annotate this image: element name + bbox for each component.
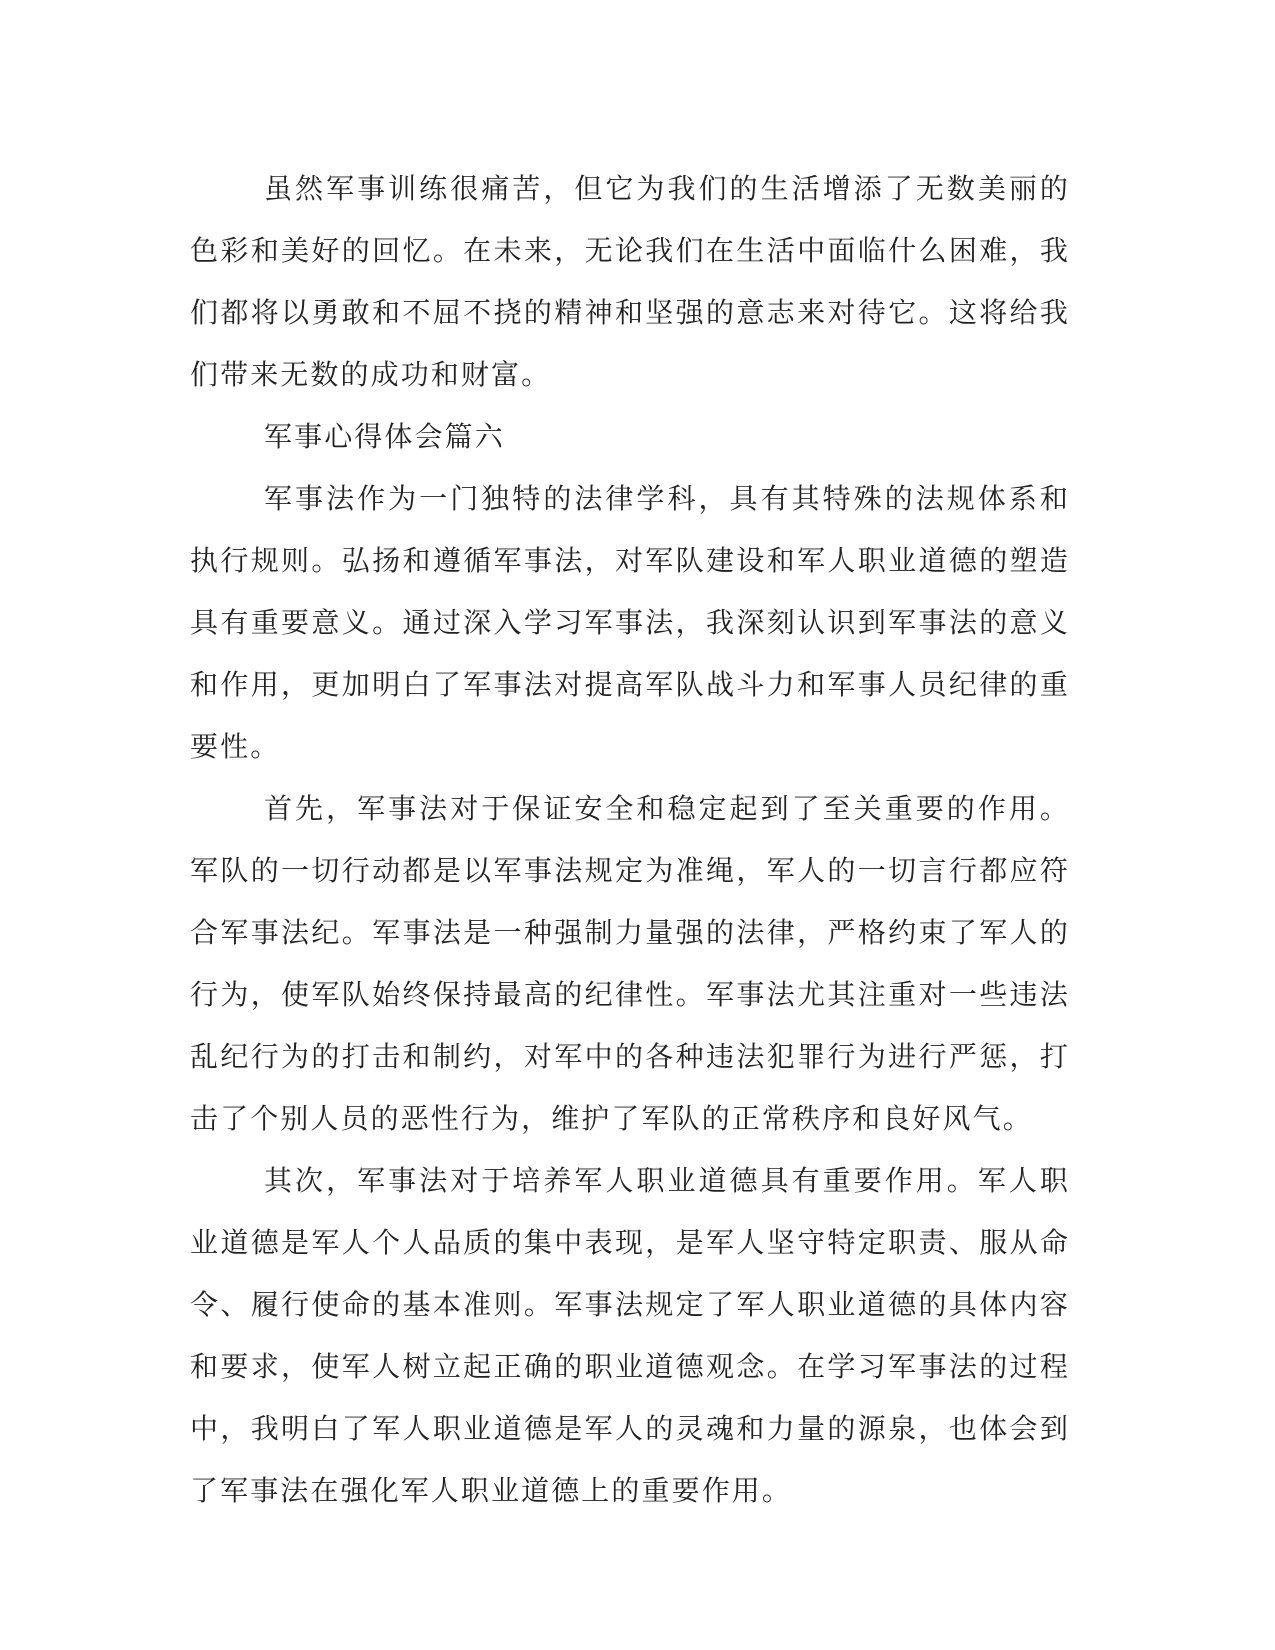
paragraph-intro: 军事法作为一门独特的法律学科，具有其特殊的法规体系和执行规则。弘扬和遵循军事法，对军队建设和军人职业道德的塑造具有重要意义。通过深入学习军事法，我深刻认识到军事法的意义和作用，更加明白了军事法对提高军队战斗力和军事人员纪律的重要性。 [190,482,1070,763]
section-heading: 军事心得体会篇六 [264,420,505,453]
paragraph-conclusion: 虽然军事训练很痛苦，但它为我们的生活增添了无数美丽的色彩和美好的回忆。在未来，无论我们在生活中面临什么困难，我们都将以勇敢和不屈不挠的精神和坚强的意志来对待它。这将给我们带来无数的成功和财富。 [190,172,1070,391]
paragraph-second-point: 其次，军事法对于培养军人职业道德具有重要作用。军人职业道德是军人个人品质的集中表现，是军人坚守特定职责、服从命令、履行使命的基本准则。军事法规定了军人职业道德的具体内容和要求，使军人树立起正确的职业道德观念。在学习军事法的过程中，我明白了军人职业道德是军人的灵魂和力量的源泉，也体会到了军事法在强化军人职业道德上的重要作用。 [190,1164,1070,1507]
paragraph-first-point: 首先，军事法对于保证安全和稳定起到了至关重要的作用。军队的一切行动都是以军事法规定为准绳，军人的一切言行都应符合军事法纪。军事法是一种强制力量强的法律，严格约束了军人的行为，使军队始终保持最高的纪律性。军事法尤其注重对一些违法乱纪行为的打击和制约，对军中的各种违法犯罪行为进行严惩，打击了个别人员的恶性行为，维护了军队的正常秩序和良好风气。 [190,792,1070,1135]
document-body [190,158,1070,1522]
